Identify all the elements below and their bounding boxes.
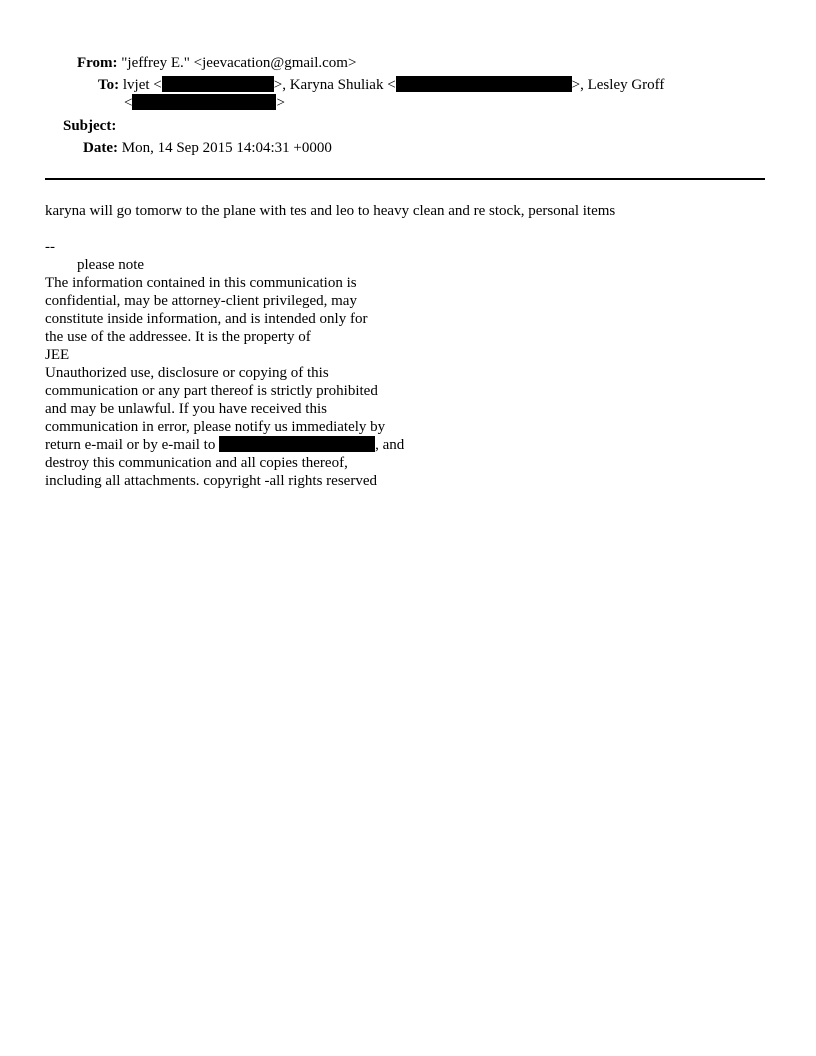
disclaimer-line: and may be unlawful. If you have received this — [45, 401, 327, 417]
to-recipient-2-name: >, Karyna Shuliak < — [273, 77, 396, 93]
subject-row — [63, 117, 116, 135]
date-value: Mon, 14 Sep 2015 14:04:31 +0000 — [121, 140, 332, 156]
redaction-block — [219, 436, 375, 452]
to-recipient-3-open: < — [124, 95, 133, 111]
disclaimer-line: communication or any part thereof is strictly prohibited — [45, 383, 378, 399]
subject-label: Subject: — [63, 118, 117, 134]
to-label: To: — [98, 77, 120, 93]
header-divider — [45, 178, 765, 180]
from-row — [77, 54, 356, 72]
disclaimer-line: the use of the addressee. It is the property of — [45, 329, 311, 345]
to-recipient-3-close: > — [276, 95, 285, 111]
redaction-block — [132, 94, 276, 110]
message-body: karyna will go tomorw to the plane with tes and leo to heavy clean and re stock, personal items — [45, 203, 616, 219]
disclaimer-line: The information contained in this communication is — [45, 275, 357, 291]
signature-separator: -- — [45, 239, 55, 255]
disclaimer-line: Unauthorized use, disclosure or copying of this — [45, 365, 329, 381]
redaction-block — [396, 76, 572, 92]
disclaimer-heading: please note — [77, 257, 145, 273]
to-row — [98, 76, 664, 94]
to-recipient-1-name: lvjet < — [122, 77, 162, 93]
disclaimer-line: including all attachments. copyright -all rights reserved — [45, 473, 377, 489]
disclaimer-line: confidential, may be attorney-client privileged, may — [45, 293, 357, 309]
to-recipient-3-name: >, Lesley Groff — [571, 77, 665, 93]
disclaimer-email-line — [45, 436, 404, 454]
disclaimer-line: destroy this communication and all copies thereof, — [45, 455, 348, 471]
redaction-block — [162, 76, 274, 92]
date-row — [83, 139, 332, 157]
disclaimer-email-prefix: return e-mail or by e-mail to — [45, 437, 220, 453]
from-value: "jeffrey E." <jeevacation@gmail.com> — [121, 55, 357, 71]
disclaimer-line: JEE — [45, 347, 70, 363]
disclaimer-line: constitute inside information, and is intended only for — [45, 311, 368, 327]
from-label: From: — [77, 55, 118, 71]
disclaimer-email-suffix: , and — [375, 437, 405, 453]
date-label: Date: — [83, 140, 118, 156]
disclaimer-line: communication in error, please notify us immediately by — [45, 419, 386, 435]
to-row-continued — [124, 94, 285, 112]
